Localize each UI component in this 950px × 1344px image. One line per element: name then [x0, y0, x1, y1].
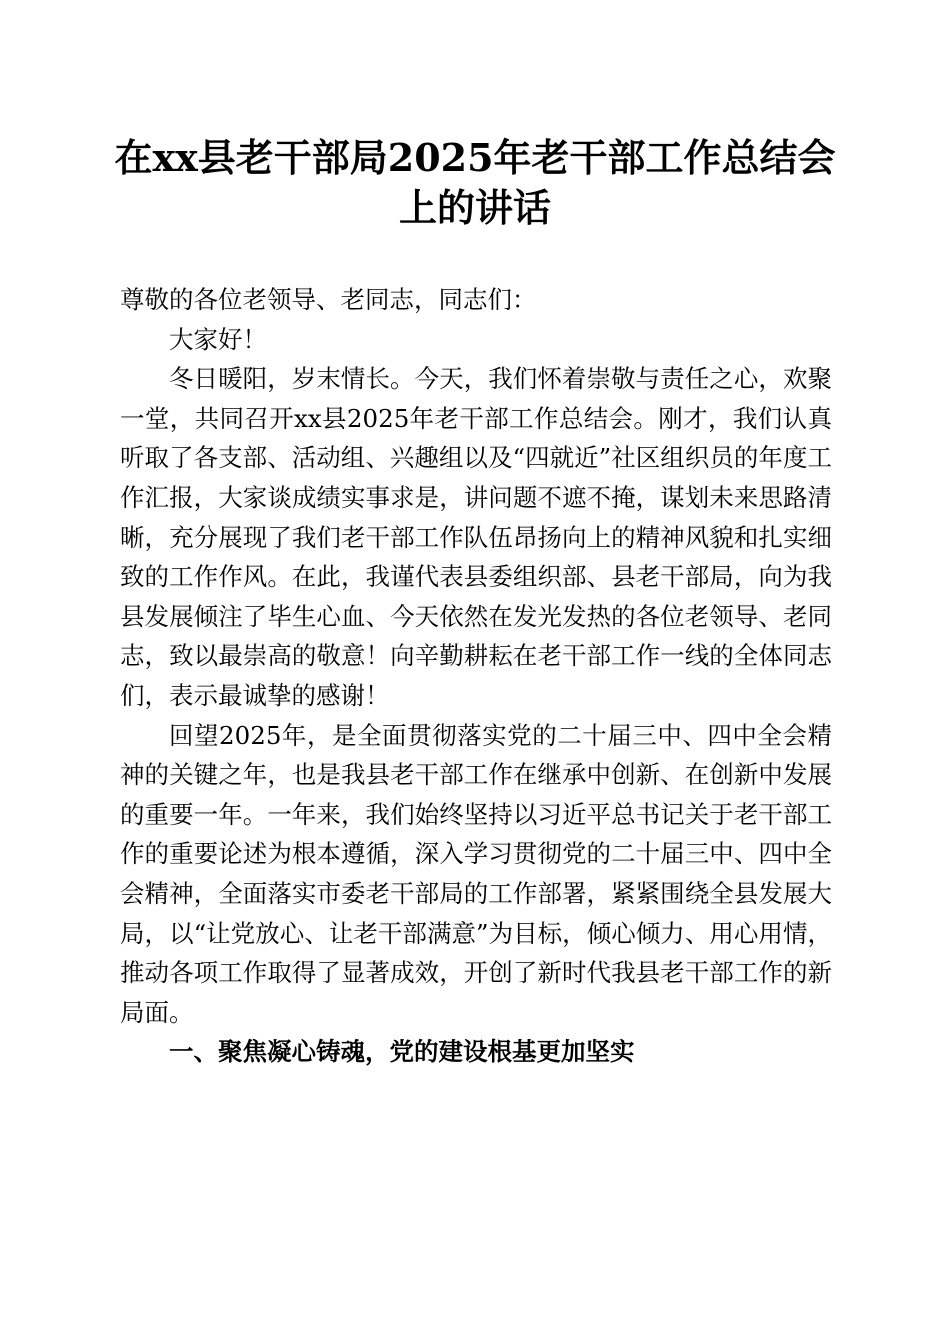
greeting: 大家好！ — [169, 324, 267, 354]
document-body — [120, 280, 832, 1072]
document-title: 在xx县老干部局2025年老干部工作总结会上的讲话 — [114, 135, 836, 230]
paragraph-opening: 冬日暖阳，岁末情长。今天，我们怀着崇敬与责任之心，欢聚一堂，共同召开xx县2025年老干部工作总结会。刚才，我们认真听取了各支部、活动组、兴趣组以及“四就近”社区组织员的年度工作汇报，大家谈成绩实事求是，讲问题不遮不掩，谋划未来思路清晰，充分展现了我们老干部工作队伍昂扬向上的精神风貌和扎实细致的工作作风。在此，我谨代表县委组织部、县老干部局，向为我县发展倾注了毕生心血、今天依然在发光发热的各位老领导、老同志，致以最崇高的敬意！向辛勤耕耘在老干部工作一线的全体同志们，表示最诚挚的感谢！ — [120, 364, 832, 710]
section-heading: 一、聚焦凝心铸魂，党的建设根基更加坚实 — [169, 1037, 635, 1067]
salutation: 尊敬的各位老领导、老同志，同志们： — [120, 285, 537, 314]
paragraph-review: 回望2025年，是全面贯彻落实党的二十届三中、四中全会精神的关键之年，也是我县老干部工作在继承中创新、在创新中发展的重要一年。一年来，我们始终坚持以习近平总书记关于老干部工作的重要论述为根本遵循，深入学习贯彻党的二十届三中、四中全会精神，全面落实市委老干部局的工作部署，紧紧围绕全县发展大局，以“让党放心、让老干部满意”为目标，倾心倾力、用心用情，推动各项工作取得了显著成效，开创了新时代我县老干部工作的新局面。 — [120, 720, 832, 1027]
